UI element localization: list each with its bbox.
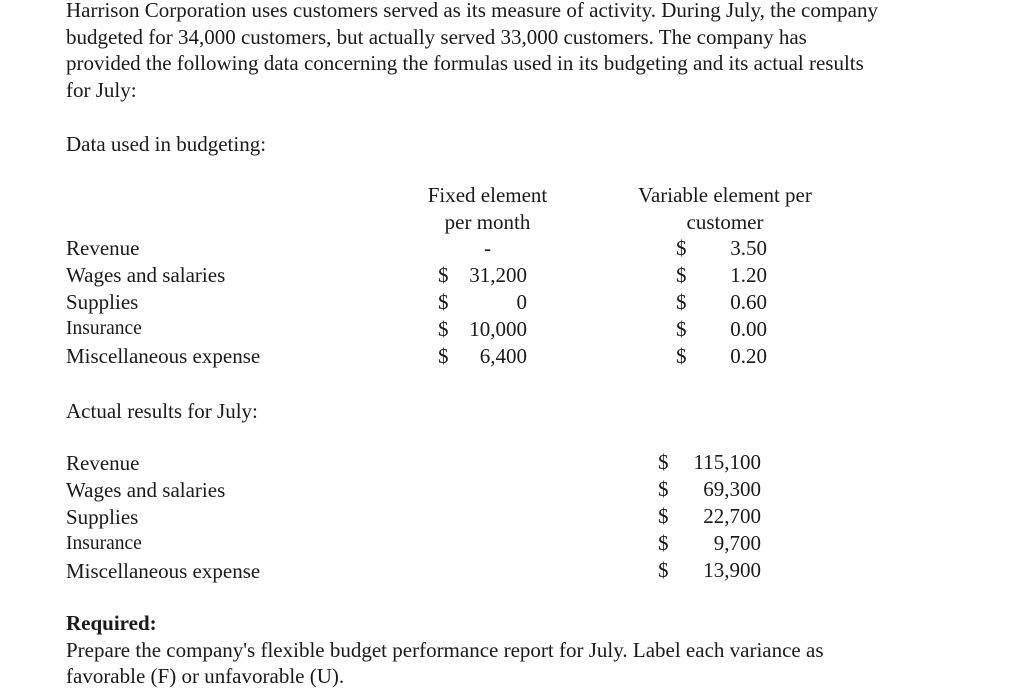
actual-row-label: Supplies — [66, 505, 139, 529]
variable-currency: $ — [676, 263, 687, 287]
variable-header-line: Variable element per — [638, 183, 812, 207]
actual-value: 115,100 — [693, 450, 761, 474]
intro-paragraph — [66, 0, 976, 103]
actual-currency: $ — [658, 477, 669, 501]
actual-value: 13,900 — [703, 558, 761, 582]
variable-value: 0.00 — [730, 317, 767, 341]
actual-currency: $ — [658, 531, 669, 555]
actual-value: 9,700 — [713, 531, 761, 555]
fixed-value: 0 — [516, 290, 527, 314]
variable-currency: $ — [676, 236, 687, 260]
actual-currency: $ — [658, 450, 669, 474]
actual-value: 69,300 — [703, 477, 761, 501]
variable-header-line: customer — [686, 209, 764, 234]
fixed-header-line: per month — [444, 209, 531, 234]
fixed-currency: $ — [438, 344, 449, 368]
actual-heading: Actual results for July: — [66, 399, 258, 423]
actual-currency: $ — [658, 558, 669, 582]
actual-value: 22,700 — [703, 504, 761, 528]
actual-currency: $ — [658, 504, 669, 528]
budget-row-label: Wages and salaries — [66, 263, 226, 287]
budget-row-label: Miscellaneous expense — [66, 344, 261, 368]
fixed-value: 6,400 — [479, 344, 527, 368]
fixed-value: 10,000 — [469, 317, 527, 341]
fixed-currency: $ — [438, 290, 449, 314]
variable-currency: $ — [676, 344, 687, 368]
budget-row-label: Revenue — [66, 236, 140, 260]
required-line: Prepare the company's flexible budget performance report for July. Label each variance as — [66, 637, 824, 662]
fixed-header-line: Fixed element — [427, 183, 548, 207]
variable-element-header — [620, 182, 830, 235]
actual-row-label: Insurance — [66, 533, 142, 554]
variable-value: 1.20 — [730, 263, 767, 287]
required-block — [66, 610, 986, 690]
intro-line: provided the following data concerning the formulas used in its budgeting and its actual results — [66, 51, 864, 75]
fixed-currency: $ — [438, 317, 449, 341]
variable-currency: $ — [676, 317, 687, 341]
fixed-currency: $ — [438, 263, 449, 287]
budget-row-label: Supplies — [66, 290, 139, 314]
fixed-element-header — [410, 182, 565, 235]
intro-line: Harrison Corporation uses customers served as its measure of activity. During July, the company — [66, 0, 879, 22]
actual-row-label: Wages and salaries — [66, 478, 226, 502]
variable-currency: $ — [676, 290, 687, 314]
fixed-value: 31,200 — [469, 263, 527, 287]
intro-line: for July: — [66, 77, 137, 102]
actual-row-label: Miscellaneous expense — [66, 559, 261, 583]
budget-row-label: Insurance — [66, 318, 142, 339]
variable-value: 0.60 — [730, 290, 767, 314]
required-line: favorable (F) or unfavorable (U). — [66, 664, 345, 688]
variable-value: 3.50 — [730, 236, 767, 260]
required-text — [66, 637, 986, 690]
intro-line: budgeted for 34,000 customers, but actually served 33,000 customers. The company has — [66, 24, 807, 49]
actual-row-label: Revenue — [66, 451, 140, 475]
budget-heading: Data used in budgeting: — [66, 132, 267, 156]
variable-value: 0.20 — [730, 344, 767, 368]
required-title: Required: — [66, 611, 157, 635]
fixed-value-dash: - — [484, 236, 491, 260]
